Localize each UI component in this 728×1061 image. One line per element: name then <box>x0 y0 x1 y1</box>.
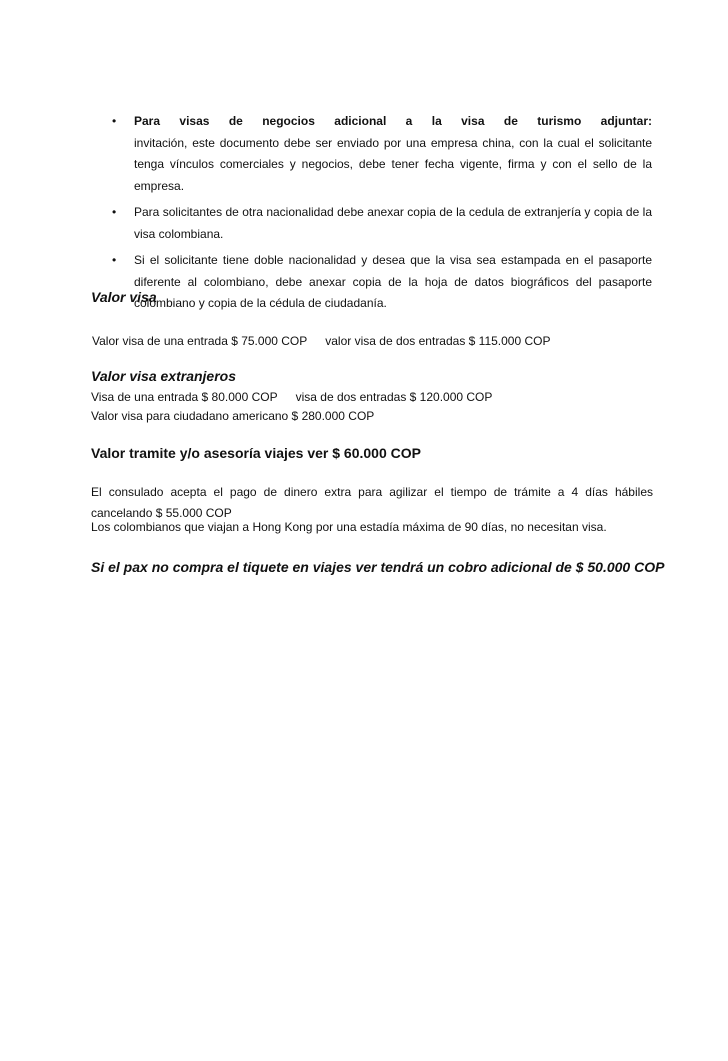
foreigner-double-price: visa de dos entradas $ 120.000 COP <box>295 390 493 404</box>
visa-prices-line <box>92 334 551 348</box>
foreigner-prices-line <box>91 390 492 404</box>
american-price: Valor visa para ciudadano americano $ 280.000 COP <box>91 409 375 423</box>
dual-nationality-text: Si el solicitante tiene doble nacionalidad y desea que la visa sea estampada en el pasaporte diferente al colombiano, debe anexar copia de la hoja de datos biográficos del pasaporte colombiano y copia de la cédula de ciudadanía. <box>134 253 652 310</box>
single-entry-price: Valor visa de una entrada $ 75.000 COP <box>92 334 308 348</box>
foreigners-heading: Valor visa extranjeros <box>91 368 237 384</box>
requirements-list <box>0 111 728 315</box>
tramite-heading: Valor tramite y/o asesoría viajes ver $ 60.000 COP <box>91 445 421 461</box>
consulado-paragraph: El consulado acepta el pago de dinero extra para agilizar el tiempo de trámite a 4 días hábiles cancelando $ 55.000 COP <box>91 485 653 520</box>
list-item <box>112 202 652 245</box>
double-entry-price: valor visa de dos entradas $ 115.000 COP <box>325 334 551 348</box>
valor-visa-heading: Valor visa <box>91 289 157 305</box>
bullet-icon: • <box>112 205 117 219</box>
business-visa-text: invitación, este documento debe ser enviado por una empresa china, con la cual el solicitante tenga vínculos comerciales y negocios, debe tener fecha vigente, firma y con el sello de la empresa. <box>134 135 652 193</box>
bullet-icon: • <box>112 253 117 267</box>
bullet-icon: • <box>112 114 117 128</box>
foreign-applicant-text: Para solicitantes de otra nacionalidad debe anexar copia de la cedula de extranjería y copia de la visa colombiana. <box>134 205 652 241</box>
foreigner-single-price: Visa de una entrada $ 80.000 COP <box>91 390 278 404</box>
list-item <box>112 111 652 197</box>
business-visa-lead: Para visas de negocios adicional a la visa de turismo adjuntar: <box>134 114 652 128</box>
footer-note: Si el pax no compra el tiquete en viajes ver tendrá un cobro adicional de $ 50.000 COP <box>91 559 665 575</box>
hong-kong-note: Los colombianos que viajan a Hong Kong por una estadía máxima de 90 días, no necesitan visa. <box>91 520 607 534</box>
